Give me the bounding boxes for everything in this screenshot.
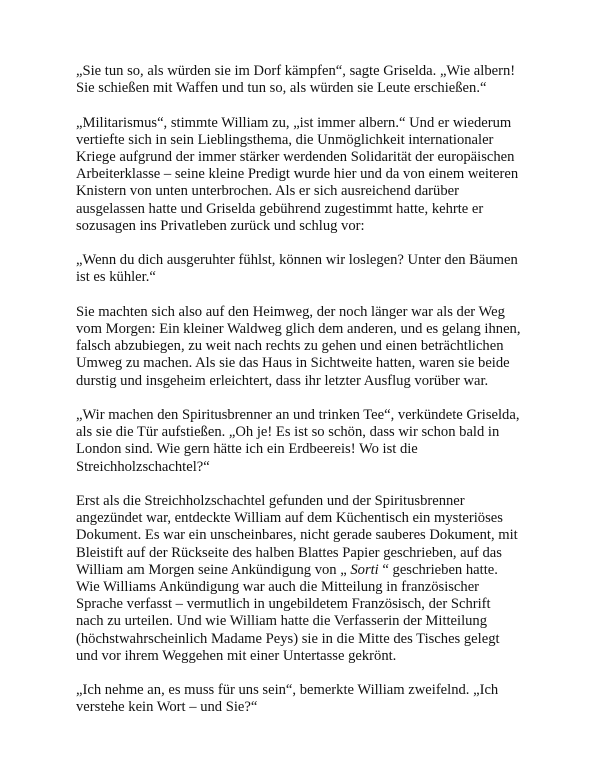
text-line: „Militarismus“, stimmte William zu, „ist immer albern.“ Und er wiederum <box>76 114 512 131</box>
text-line <box>76 562 498 578</box>
text-line: „Ich nehme an, es muss für uns sein“, bemerkte William zweifelnd. „Ich <box>76 682 499 699</box>
text-line: Sie machten sich also auf den Heimweg, der noch länger war als der Weg <box>76 303 505 320</box>
paragraph-6 <box>76 493 536 665</box>
text-line: angezündet war, entdeckte William auf dem Küchentisch ein mysteriöses <box>76 510 503 527</box>
text-line: Erst als die Streichholzschachtel gefunden und der Spiritusbrenner <box>76 493 465 509</box>
text-line: Arbeiterklasse – seine kleine Predigt wurde hier und da von einem weiteren <box>76 166 519 183</box>
text-segment: “ geschrieben hatte. <box>378 561 498 578</box>
paragraph-5 <box>76 407 536 476</box>
paragraph-1 <box>76 63 536 97</box>
text-line: London sind. Wie gern hätte ich ein Erdbeereis! Wo ist die <box>76 441 418 458</box>
text-line: ausgelassen hatte und Griselda gebührend zugestimmt hatte, kehrte er <box>76 200 484 217</box>
paragraph-4 <box>76 304 536 390</box>
paragraph-2 <box>76 115 536 235</box>
text-line: vom Morgen: Ein kleiner Waldweg glich dem anderen, und es gelang ihnen, <box>76 321 521 337</box>
text-line: Sie schießen mit Waffen und tun so, als würden sie Leute erschießen.“ <box>76 80 487 97</box>
text-line: sozusagen ins Privatleben zurück und schlug vor: <box>76 217 365 234</box>
text-line: falsch abzubiegen, zu weit nach rechts zu gehen und einen beträchtlichen <box>76 338 504 355</box>
paragraph-7 <box>76 682 536 716</box>
text-segment: William am Morgen seine Ankündigung von „ <box>76 561 351 578</box>
italic-word: Sorti <box>350 561 379 578</box>
text-line: Umweg zu machen. Als sie das Haus in Sichtweite hatten, waren sie beide <box>76 355 510 372</box>
text-line: Wie Williams Ankündigung war auch die Mitteilung in französischer <box>76 579 480 596</box>
text-line: „Wir machen den Spiritusbrenner an und trinken Tee“, verkündete Griselda, <box>76 407 520 423</box>
text-line: verstehe kein Wort – und Sie?“ <box>76 699 258 716</box>
text-line: (höchstwahrscheinlich Madame Peys) sie in die Mitte des Tisches gelegt <box>76 630 500 647</box>
text-line: Bleistift auf der Rückseite des halben Blattes Papier geschrieben, auf das <box>76 544 502 561</box>
text-line: „Wenn du dich ausgeruhter fühlst, können wir loslegen? Unter den Bäumen <box>76 252 518 269</box>
text-line: als sie die Tür aufstießen. „Oh je! Es ist so schön, dass wir schon bald in <box>76 424 500 441</box>
text-line: Kriege aufgrund der immer stärker werdenden Solidarität der europäischen <box>76 149 515 165</box>
text-line: ist es kühler.“ <box>76 269 156 286</box>
text-line: durstig und insgeheim erleichtert, dass ihr letzter Ausflug vorüber war. <box>76 372 489 389</box>
document-page <box>76 63 536 717</box>
text-line: und vor ihrem Weggehen mit einer Untertasse gekrönt. <box>76 647 397 664</box>
text-line: „Sie tun so, als würden sie im Dorf kämpfen“, sagte Griselda. „Wie albern! <box>76 63 516 79</box>
text-line: Dokument. Es war ein unscheinbares, nicht gerade sauberes Dokument, mit <box>76 527 518 544</box>
text-line: Knistern von unten unterbrochen. Als er sich ausreichend darüber <box>76 183 459 200</box>
text-line: Streichholzschachtel?“ <box>76 458 210 475</box>
text-line: vertiefte sich in sein Lieblingsthema, die Unmöglichkeit internationaler <box>76 131 494 148</box>
text-line: nach zu urteilen. Und wie William hatte die Verfasserin der Mitteilung <box>76 613 488 630</box>
text-line: Sprache verfasst – vermutlich in ungebildetem Französisch, der Schrift <box>76 596 491 613</box>
paragraph-3 <box>76 252 536 286</box>
